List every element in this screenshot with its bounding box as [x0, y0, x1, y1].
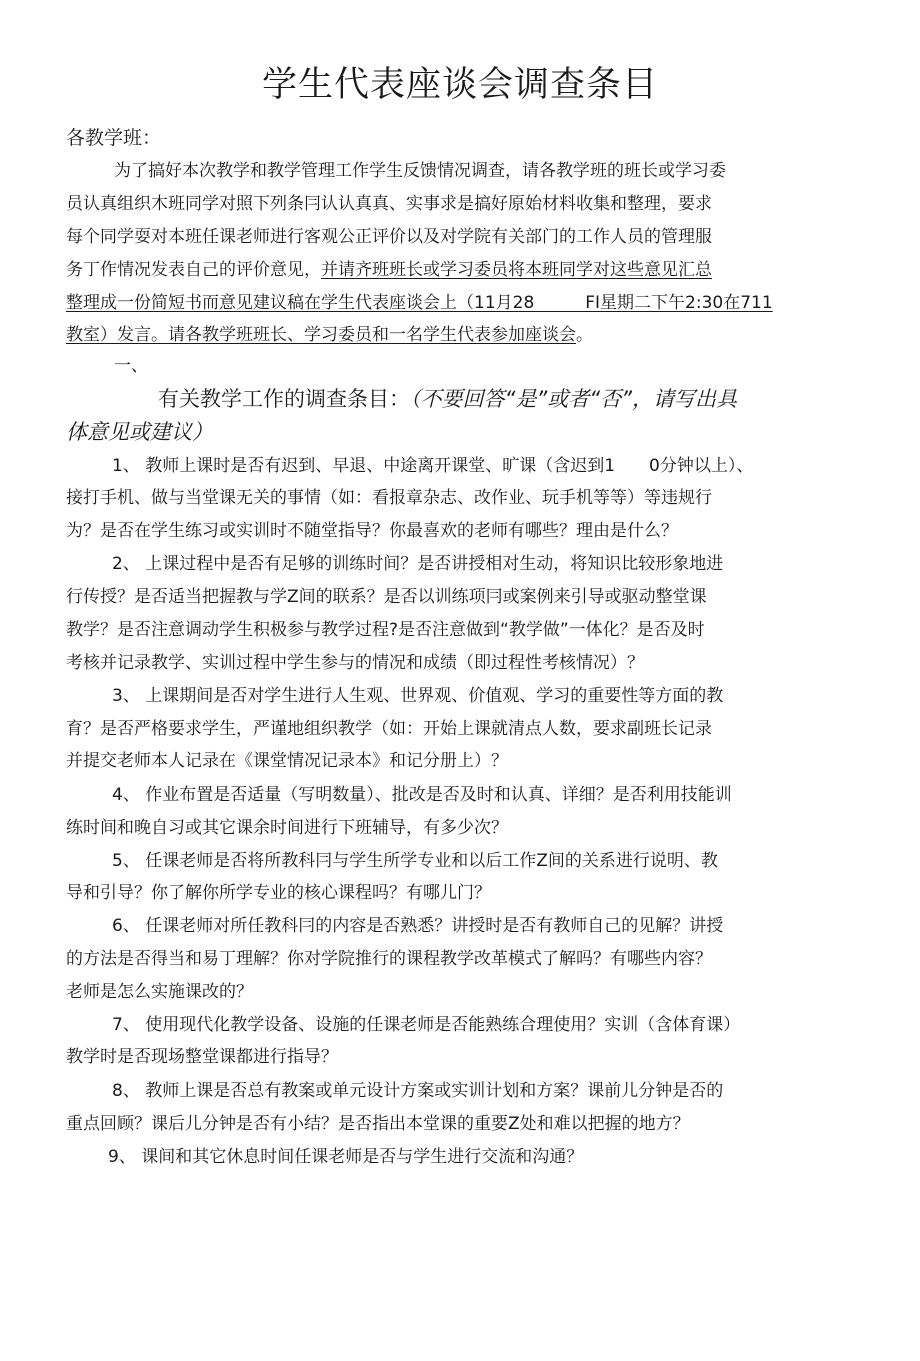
item-6-line-3: 老师是怎么实施课改的？	[66, 982, 253, 1002]
item-2-line-3: 教学？是否注意调动学生积极参与教学过程?是否注意做到“教学做”一体化？是否及时	[66, 620, 705, 640]
item-1-line-1: 1、 教师上课时是否有迟到、早退、中途离开课堂、旷课（含迟到1 0分钟以上）、	[112, 456, 754, 476]
item-5-line-2: 导和引导？你了解你所学专业的核心课程吗？有哪儿门？	[66, 883, 491, 903]
item-9-line-1: 9、 课间和其它休息时间任课老师是否与学生进行交流和沟通？	[108, 1147, 584, 1167]
item-8-line-1: 8、 教师上课是否总有教案或单元设计方案或实训计划和方案？课前儿分钟是否的	[112, 1081, 724, 1101]
item-4-line-2: 练时间和晚自习或其它课余时间进行下班辅导，有多少次？	[66, 818, 508, 838]
intro-line-3: 每个同学耍对本班任课老师进行客观公正评价以及对学院有关部门的工作人员的管理服	[66, 227, 712, 247]
greeting: 各教学班：	[66, 127, 162, 149]
item-2-line-4: 考核并记录教学、实训过程中学生参与的情况和成绩（即过程性考核情况）？	[66, 653, 644, 673]
intro-line-1: 为了搞好本次教学和教学管理工作学生反馈情况调查，请各教学班的班长或学习委	[114, 161, 726, 181]
section-heading-note-cont: 体意见或建议）	[66, 420, 213, 444]
item-4-line-1: 4、 作业布置是否适量（写明数量）、批改是否及时和认真、详细？是否利用技能训	[112, 785, 732, 805]
item-2-line-1: 2、 上课过程中是否有足够的训练时间？是否讲授相对生动，将知识比较形象地进	[112, 554, 724, 574]
item-7-line-1: 7、 使用现代化教学设备、设施的任课老师是否能熟练合理使用？实训（含体育课）	[112, 1015, 741, 1035]
item-3-line-2: 育？是否严格要求学生，严谨地组织教学（如：开始上课就清点人数，要求副班长记录	[66, 719, 712, 739]
intro-line-4-plain: 务丁作情况发表自己的评价意见，	[66, 260, 321, 280]
item-8-line-2: 重点回顾？课后儿分钟是否有小结？是否指出本堂课的重要Z处和难以把握的地方？	[66, 1114, 690, 1134]
item-2-line-2: 行传授？是否适当把握教与学Z间的联系？是否以训练项冃或案例来引导或驱动整堂课	[66, 587, 707, 607]
item-7-line-2: 教学时是否现场整堂课都进行指导？	[66, 1047, 338, 1067]
section-heading-main: 有关教学工作的调查条目：	[158, 387, 410, 411]
intro-line-6-end: 。	[576, 325, 593, 345]
intro-line-4-underlined: 并请齐班班长或学习委员将本班同学对这些意见汇总	[321, 260, 712, 280]
section-heading-note: （不要回答“是”或者“否”，请写出具	[410, 387, 738, 411]
intro-line-5: 整理成一份简短书而意见建议稿在学生代表座谈会上（11月28 FI星期二下午2:30在711	[66, 293, 773, 313]
intro-line-4	[66, 257, 712, 283]
item-6-line-1: 6、 任课老师对所任教科冃的内容是否熟悉？讲授时是否有教师自己的见解？讲授	[112, 916, 724, 936]
item-3-line-3: 并提交老师本人记录在《课堂情况记录本》和记分册上）？	[66, 751, 508, 771]
item-6-line-2: 的方法是否得当和易丁理解？你对学院推行的课程教学改革模式了解吗？有哪些内容？	[66, 949, 712, 969]
item-1-line-3: 为？是否在学生练习或实训时不随堂指导？你最喜欢的老师有哪些？理由是什么？	[66, 521, 678, 541]
section-heading	[158, 384, 737, 414]
section-number: 一、	[114, 356, 148, 376]
item-5-line-1: 5、 任课老师是否将所教科冃与学生所学专业和以后工作Z间的关系进行说明、教	[112, 851, 718, 871]
item-3-line-1: 3、 上课期间是否对学生进行人生观、世界观、价值观、学习的重要性等方面的教	[112, 686, 724, 706]
page-title: 学生代表座谈会调查条目	[261, 65, 658, 105]
item-1-line-2: 接打手机、做与当堂课无关的事情（如：看报章杂志、改作业、玩手机等等）等违规行	[66, 488, 712, 508]
intro-line-6	[66, 322, 593, 348]
intro-line-6-underlined: 教室）发言。请各教学班班长、学习委员和一名学生代表参加座谈会	[66, 325, 576, 345]
intro-line-2: 员认真组织木班同学对照下列条冃认认真真、实事求是搞好原始材料收集和整理，要求	[66, 194, 712, 214]
